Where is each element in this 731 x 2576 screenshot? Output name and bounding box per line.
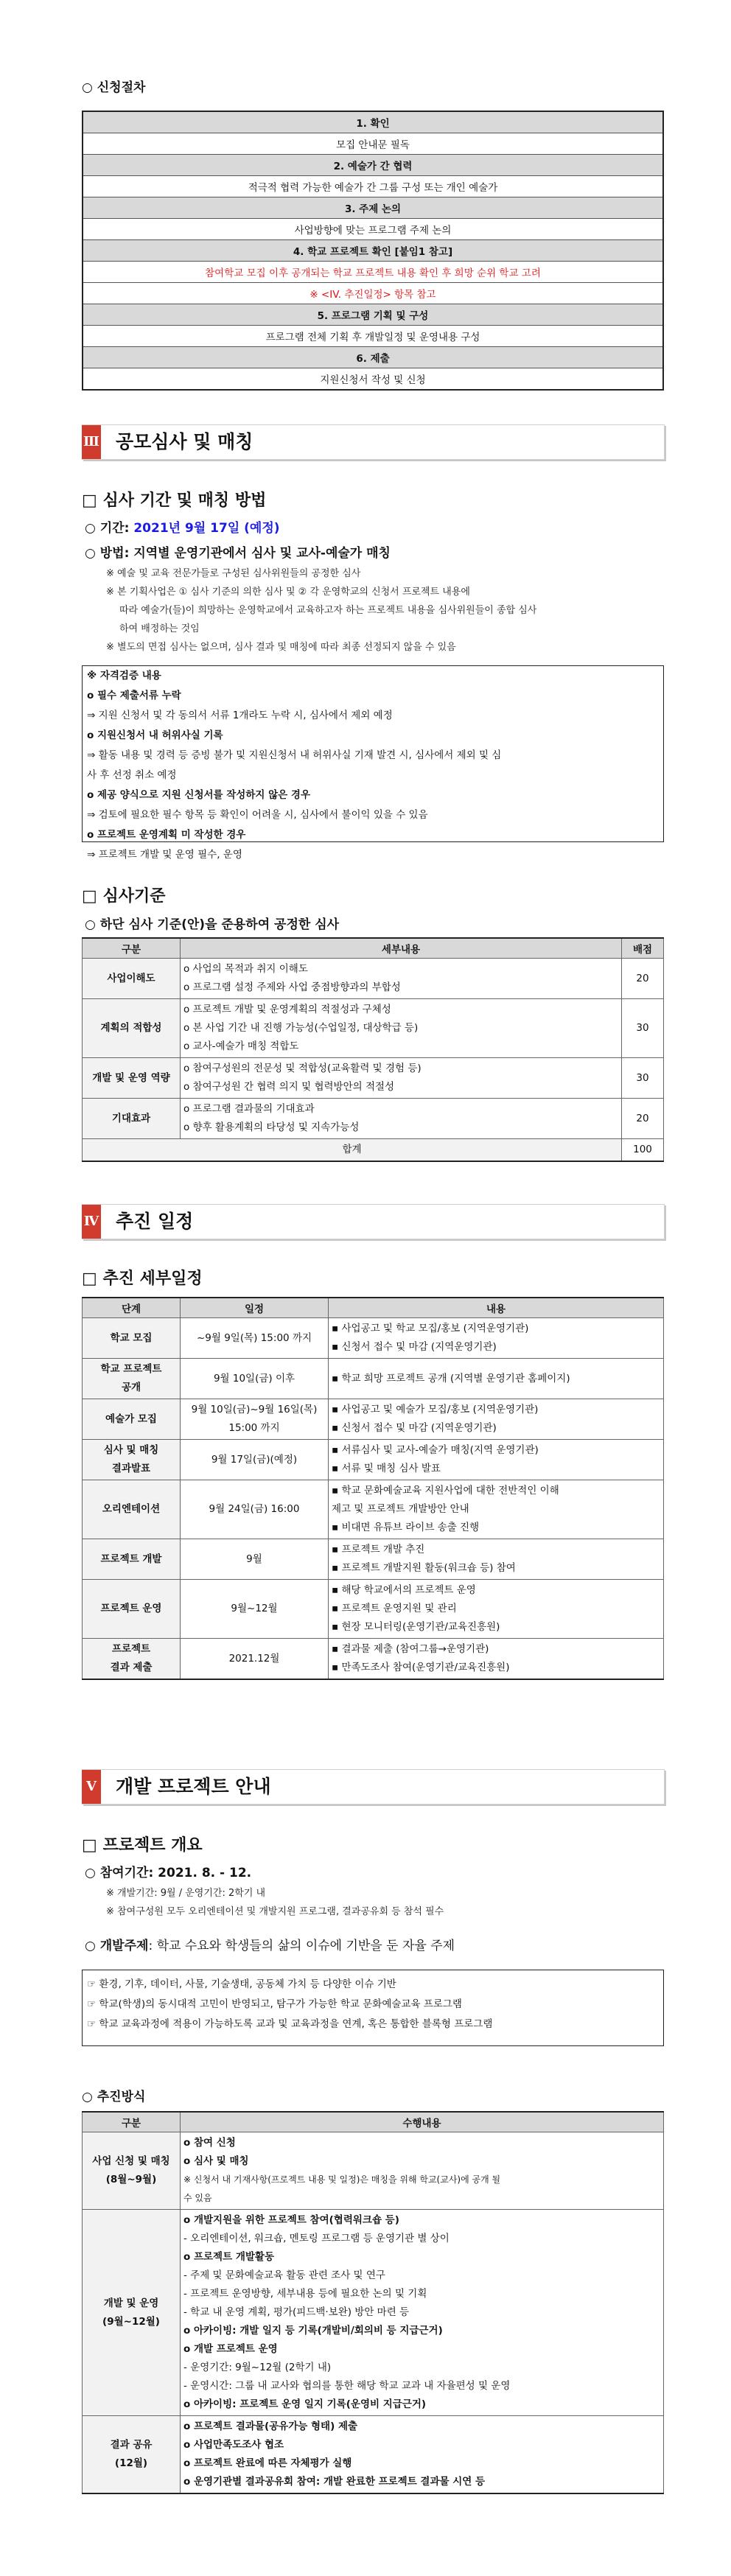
review-note: 따라 예술가(들)이 희망하는 운영학교에서 교육하고자 하는 프로젝트 내용을 심사위원들이 종합 심사: [119, 605, 537, 616]
procedure-step-title: 1. 확인: [83, 111, 663, 133]
method-heading: ○ 추진방식: [82, 2090, 146, 2104]
section-4-number: Ⅳ: [82, 1205, 101, 1239]
schedule-stage-line: 프로젝트 운영: [100, 1603, 162, 1614]
review-period: [85, 517, 280, 536]
topic-label: ○ 개발주제: [85, 1939, 149, 1953]
schedule-date: [181, 1480, 329, 1539]
section-3-title: 공모심사 및 매칭: [116, 431, 253, 452]
criteria-header-cell: 세부내용: [181, 938, 622, 959]
procedure-step-desc-row: [83, 326, 663, 347]
schedule-date-line: 9월 10일(금) 이후: [213, 1372, 295, 1385]
criteria-row: [83, 999, 664, 1058]
eligibility-line: ⇒ 프로젝트 개발 및 운영 필수, 운영: [87, 849, 242, 861]
schedule-stage-line: 학교 모집: [110, 1331, 153, 1344]
schedule-stage: [83, 1440, 181, 1480]
schedule-stage-line: 프로젝트: [111, 1643, 151, 1655]
procedure-step-title-row: [83, 347, 663, 368]
criteria-details: [181, 1099, 622, 1139]
schedule-date: [181, 1399, 329, 1440]
criteria-total-label: 합계: [83, 1139, 622, 1162]
review-period-heading: □ 심사 기간 및 매칭 방법: [82, 491, 267, 510]
schedule-table: [82, 1297, 664, 1680]
schedule-content: [329, 1318, 664, 1359]
schedule-date-line: 9월~12월: [231, 1603, 278, 1614]
criteria-total-score: 100: [622, 1139, 664, 1162]
procedure-step-desc: 지원신청서 작성 및 신청: [83, 368, 663, 391]
schedule-row: [83, 1580, 664, 1639]
procedure-table: [82, 111, 664, 391]
method-line: o 프로젝트 개발활동: [183, 2251, 275, 2263]
section-3-bar: [82, 424, 665, 460]
schedule-row: [83, 1440, 664, 1480]
criteria-score: 20: [622, 959, 664, 999]
topic-box: [82, 1970, 664, 2046]
schedule-item: 제고 및 프로젝트 개발방안 안내: [332, 1503, 469, 1515]
schedule-stage-line: 결과 제출: [110, 1662, 153, 1673]
criteria-category: 기대효과: [83, 1099, 181, 1139]
eligibility-line: ⇒ 활동 내용 및 경력 등 증빙 불가 및 지원신청서 내 허위사실 기재 발견 시, 심사에서 제외 및 심: [87, 749, 502, 761]
schedule-date-line: 15:00 까지: [228, 1422, 280, 1434]
participation-period: ○ 참여기간: 2021. 8. - 12.: [85, 1866, 252, 1880]
method-line: - 학교 내 운영 계획, 평가(피드백·보완) 방안 마련 등: [183, 2306, 410, 2318]
procedure-step-title: 6. 제출: [83, 347, 663, 368]
schedule-stage-line: 심사 및 매칭: [103, 1444, 159, 1456]
criteria-intro: ○ 하단 심사 기준(안)을 준용하여 공정한 심사: [85, 917, 340, 932]
criteria-score: 30: [622, 999, 664, 1058]
schedule-row: [83, 1399, 664, 1440]
schedule-row: [83, 1318, 664, 1359]
procedure-step-title: 4. 학교 프로젝트 확인 [붙임1 참고]: [83, 240, 663, 262]
method-category-line: 사업 신청 및 매칭: [92, 2155, 170, 2167]
method-category-line: (9월~12월): [102, 2315, 160, 2328]
schedule-content: [329, 1480, 664, 1539]
schedule-item: ▪ 프로젝트 개발지원 활동(워크숍 등) 참여: [332, 1562, 516, 1574]
procedure-step-title-row: [83, 111, 663, 133]
schedule-content: [329, 1399, 664, 1440]
procedure-step-desc: ※ <IV. 추진일정> 항목 참고: [83, 283, 663, 304]
schedule-content: [329, 1580, 664, 1639]
schedule-item: ▪ 서류심사 및 교사-예술가 매칭(지역 운영기관): [332, 1444, 539, 1456]
criteria-item: o 사업의 목적과 취지 이해도: [183, 963, 308, 975]
procedure-step-title: 5. 프로그램 기획 및 구성: [83, 304, 663, 326]
schedule-row: [83, 1359, 664, 1399]
method-line: - 운영기간: 9월~12월 (2학기 내): [183, 2362, 332, 2373]
schedule-stage: [83, 1359, 181, 1399]
method-line: 수 있음: [183, 2193, 212, 2203]
procedure-step-title: 2. 예술가 간 협력: [83, 155, 663, 176]
procedure-step-desc-row: [83, 133, 663, 155]
procedure-step-desc-row: [83, 283, 663, 304]
method-row: [83, 2210, 664, 2416]
criteria-row: [83, 959, 664, 999]
schedule-date-line: 2021.12월: [228, 1652, 280, 1665]
method-content: [181, 2416, 664, 2494]
schedule-item: ▪ 서류 및 매칭 심사 발표: [332, 1463, 441, 1474]
criteria-category: 계획의 적합성: [83, 999, 181, 1058]
method-line: o 아카이빙: 프로젝트 운영 일지 기록(운영비 지급근거): [183, 2398, 427, 2410]
criteria-item: o 본 사업 기간 내 진행 가능성(수업일정, 대상학급 등): [183, 1022, 419, 1034]
schedule-date-line: ~9월 9일(목) 15:00 까지: [196, 1331, 312, 1344]
schedule-item: ▪ 현장 모니터링(운영기관/교육진흥원): [332, 1621, 500, 1633]
schedule-header-cell: 내용: [329, 1298, 664, 1318]
review-notes: [106, 564, 664, 657]
method-category-line: 개발 및 운영: [103, 2297, 159, 2309]
criteria-header-row: [83, 938, 664, 959]
review-note: ※ 예술 및 교육 전문가들로 구성된 심사위원들의 공정한 심사: [106, 568, 361, 579]
method-header-row: [83, 2112, 664, 2132]
eligibility-line: 사 후 선정 취소 예정: [87, 769, 177, 781]
schedule-row: [83, 1639, 664, 1680]
schedule-header-row: [83, 1298, 664, 1318]
method-line: o 사업만족도조사 협조: [183, 2439, 284, 2451]
method-line: o 프로젝트 완료에 따른 자체평가 실행: [183, 2457, 352, 2469]
eligibility-line: ⇒ 지원 신청서 및 각 동의서 서류 1개라도 누락 시, 심사에서 제외 예정: [87, 710, 393, 721]
method-header-cell: 구분: [83, 2112, 181, 2132]
schedule-stage-line: 프로젝트 개발: [100, 1553, 162, 1565]
schedule-date-line: 9월: [246, 1553, 262, 1565]
schedule-stage: [83, 1399, 181, 1440]
method-category: [83, 2416, 181, 2494]
schedule-item: ▪ 결과물 제출 (참여그룹→운영기관): [332, 1643, 489, 1655]
schedule-stage-line: 공개: [121, 1382, 141, 1393]
schedule-stage: [83, 1580, 181, 1639]
method-line: o 프로젝트 결과물(공유가능 형태) 제출: [183, 2421, 358, 2432]
schedule-item: ▪ 비대면 유튜브 라이브 송출 진행: [332, 1522, 480, 1533]
topic-line: [85, 1935, 455, 1953]
method-category-line: 결과 공유: [110, 2439, 153, 2451]
procedure-step-desc: 사업방향에 맞는 프로그램 주제 논의: [83, 219, 663, 240]
project-note: ※ 참여구성원 모두 오리엔테이션 및 개발지원 프로그램, 결과공유회 등 참석 필수: [106, 1906, 444, 1917]
criteria-row: [83, 1058, 664, 1099]
review-note: 하여 배정하는 것임: [119, 623, 200, 634]
section-4-bar: [82, 1204, 665, 1239]
schedule-item: ▪ 학교 희망 프로젝트 공개 (지역별 운영기관 홈페이지): [332, 1372, 570, 1385]
criteria-details: [181, 999, 622, 1058]
criteria-total-row: [83, 1139, 664, 1162]
procedure-step-title-row: [83, 304, 663, 326]
schedule-stage-line: 결과발표: [111, 1463, 151, 1474]
procedure-heading: ○ 신청절차: [82, 80, 146, 95]
eligibility-line: o 제공 양식으로 지원 신청서를 작성하지 않은 경우: [87, 789, 310, 801]
method-category-line: (8월~9월): [105, 2174, 157, 2185]
procedure-step-desc-row: [83, 368, 663, 391]
schedule-content: [329, 1440, 664, 1480]
method-line: o 참여 신청: [183, 2137, 236, 2149]
method-line: o 운영기관별 결과공유회 참여: 개발 완료한 프로젝트 결과물 시연 등: [183, 2476, 486, 2488]
schedule-stage: [83, 1318, 181, 1359]
criteria-details: [181, 959, 622, 999]
section-5-number: Ⅴ: [82, 1770, 101, 1804]
section-5-title: 개발 프로젝트 안내: [116, 1776, 271, 1797]
project-notes: [106, 1884, 664, 1921]
schedule-stage-line: 예술가 모집: [105, 1413, 157, 1425]
schedule-date: [181, 1539, 329, 1580]
schedule-date: [181, 1580, 329, 1639]
method-line: - 오리엔테이션, 워크숍, 멘토링 프로그램 등 운영기관 별 상이: [183, 2233, 450, 2244]
schedule-row: [83, 1539, 664, 1580]
method-line: - 프로젝트 운영방향, 세부내용 등에 필요한 논의 및 기획: [183, 2288, 427, 2300]
procedure-step-title-row: [83, 155, 663, 176]
criteria-score: 30: [622, 1058, 664, 1099]
criteria-category: 개발 및 운영 역량: [83, 1058, 181, 1099]
period-value: 2021년 9월 17일 (예정): [133, 521, 280, 536]
review-method: ○ 방법: 지역별 운영기관에서 심사 및 교사-예술가 매칭: [85, 546, 391, 561]
schedule-date: [181, 1639, 329, 1680]
period-label: ○ 기간:: [85, 521, 134, 536]
method-content: [181, 2132, 664, 2210]
criteria-item: o 참여구성원의 전문성 및 적합성(교육활력 및 경험 등): [183, 1063, 422, 1074]
procedure-step-desc: 참여학교 모집 이후 공개되는 학교 프로젝트 내용 확인 후 희망 순위 학교 고려: [83, 262, 663, 283]
criteria-item: o 참여구성원 간 협력 의지 및 협력방안의 적절성: [183, 1081, 395, 1093]
criteria-header-cell: 배점: [622, 938, 664, 959]
method-category: [83, 2132, 181, 2210]
procedure-step-title-row: [83, 240, 663, 262]
method-line: - 주제 및 문화예술교육 활동 관련 조사 및 연구: [183, 2269, 385, 2281]
schedule-stage-line: 학교 프로젝트: [100, 1363, 162, 1375]
topic-item: ☞ 학교(학생)의 동시대적 고민이 반영되고, 탐구가 가능한 학교 문화예술교육 프로그램: [87, 1998, 462, 2010]
method-line: o 아카이빙: 개발 일지 등 기록(개발비/회의비 등 지급근거): [183, 2325, 443, 2337]
criteria-item: o 향후 활용계획의 타당성 및 지속가능성: [183, 1121, 360, 1133]
method-row: [83, 2132, 664, 2210]
schedule-item: ▪ 프로젝트 개발 추진: [332, 1544, 425, 1555]
eligibility-box: [82, 665, 664, 861]
schedule-item: ▪ 프로젝트 운영지원 및 관리: [332, 1603, 457, 1614]
schedule-item: ▪ 해당 학교에서의 프로젝트 운영: [332, 1584, 476, 1596]
schedule-row: [83, 1480, 664, 1539]
method-content: [181, 2210, 664, 2416]
procedure-step-desc-row: [83, 262, 663, 283]
eligibility-line: o 지원신청서 내 허위사실 기록: [87, 729, 223, 741]
procedure-step-desc: 모집 안내문 필독: [83, 133, 663, 155]
schedule-date: [181, 1318, 329, 1359]
review-note: ※ 별도의 면접 심사는 없으며, 심사 결과 및 매칭에 따라 최종 선정되지 않을 수 있음: [106, 642, 456, 653]
topic-text: : 학교 수요와 학생들의 삶의 이슈에 기반을 둔 자율 주제: [148, 1939, 455, 1953]
schedule-date: [181, 1440, 329, 1480]
procedure-step-desc-row: [83, 219, 663, 240]
schedule-header-cell: 일정: [181, 1298, 329, 1318]
schedule-item: ▪ 사업공고 및 예술가 모집/홍보 (지역운영기관): [332, 1404, 539, 1415]
section-3-number: Ⅲ: [82, 425, 101, 459]
criteria-score: 20: [622, 1099, 664, 1139]
schedule-stage-line: 오리엔테이션: [102, 1503, 161, 1515]
schedule-date-line: 9월 24일(금) 16:00: [209, 1503, 300, 1515]
schedule-stage: [83, 1539, 181, 1580]
eligibility-line: ⇒ 검토에 필요한 필수 항목 등 확인이 어려울 시, 심사에서 불이익 있을 수 있음: [87, 809, 428, 821]
criteria-row: [83, 1099, 664, 1139]
criteria-category: 사업이해도: [83, 959, 181, 999]
schedule-date-line: 9월 10일(금)~9월 16일(목): [191, 1404, 318, 1415]
criteria-heading: □ 심사기준: [82, 887, 166, 906]
section-4-title: 추진 일정: [116, 1211, 194, 1232]
topic-item: ☞ 학교 교육과정에 적용이 가능하도록 교과 및 교육과정을 연계, 혹은 통합한 블록형 프로그램: [87, 2018, 493, 2030]
procedure-step-title: 3. 주제 논의: [83, 197, 663, 219]
schedule-content: [329, 1359, 664, 1399]
schedule-stage: [83, 1639, 181, 1680]
criteria-table: [82, 937, 664, 1162]
criteria-item: o 프로젝트 개발 및 운영계획의 적절성과 구체성: [183, 1004, 391, 1015]
method-category-line: (12월): [114, 2457, 148, 2469]
schedule-item: ▪ 학교 문화예술교육 지원사업에 대한 전반적인 이해: [332, 1485, 559, 1497]
schedule-item: ▪ 신청서 접수 및 마감 (지역운영기관): [332, 1341, 497, 1353]
criteria-details: [181, 1058, 622, 1099]
project-overview-heading: □ 프로젝트 개요: [82, 1836, 203, 1855]
method-table: [82, 2111, 664, 2494]
schedule-date: [181, 1359, 329, 1399]
procedure-step-desc-row: [83, 176, 663, 197]
section-5-bar: [82, 1769, 665, 1805]
schedule-date-line: 9월 17일(금)(예정): [211, 1453, 298, 1466]
schedule-content: [329, 1639, 664, 1680]
procedure-step-desc: 적극적 협력 가능한 예술가 간 그룹 구성 또는 개인 예술가: [83, 176, 663, 197]
procedure-step-title-row: [83, 197, 663, 219]
eligibility-line: o 필수 제출서류 누락: [87, 690, 181, 701]
eligibility-line: ※ 자격검증 내용: [87, 670, 161, 682]
eligibility-line: o 프로젝트 운영계획 미 작성한 경우: [87, 829, 246, 841]
criteria-item: o 프로그램 설정 주제와 사업 중점방향과의 부합성: [183, 981, 401, 993]
method-category: [83, 2210, 181, 2416]
schedule-stage: [83, 1480, 181, 1539]
method-line: ※ 신청서 내 기재사항(프로젝트 내용 및 일정)은 매칭을 위해 학교(교사)에 공개 될: [183, 2174, 501, 2185]
criteria-header-cell: 구분: [83, 938, 181, 959]
topic-item: ☞ 환경, 기후, 데이터, 사물, 기술생태, 공동체 가치 등 다양한 이슈 기반: [87, 1978, 396, 1990]
schedule-item: ▪ 만족도조사 참여(운영기관/교육진흥원): [332, 1662, 510, 1673]
method-line: o 심사 및 매칭: [183, 2155, 249, 2167]
criteria-item: o 교사-예술가 매칭 적합도: [183, 1040, 299, 1052]
method-line: - 운영시간: 그룹 내 교사와 협의를 통한 해당 학교 교과 내 자율편성 및 운영: [183, 2380, 511, 2392]
procedure-step-desc: 프로그램 전체 기획 후 개발일정 및 운영내용 구성: [83, 326, 663, 347]
review-note: ※ 본 기획사업은 ① 심사 기준의 의한 심사 및 ② 각 운영학교의 신청서 프로젝트 내용에: [106, 587, 470, 598]
method-line: o 개발 프로젝트 운영: [183, 2343, 278, 2355]
criteria-item: o 프로그램 결과물의 기대효과: [183, 1103, 315, 1115]
schedule-content: [329, 1539, 664, 1580]
method-row: [83, 2416, 664, 2494]
project-note: ※ 개발기간: 9월 / 운영기간: 2학기 내: [106, 1888, 266, 1899]
schedule-header-cell: 단계: [83, 1298, 181, 1318]
schedule-item: ▪ 신청서 접수 및 마감 (지역운영기관): [332, 1422, 497, 1434]
method-line: o 개발지원을 위한 프로젝트 참여(협력워크숍 등): [183, 2214, 399, 2226]
schedule-heading: □ 추진 세부일정: [82, 1270, 203, 1288]
schedule-item: ▪ 사업공고 및 학교 모집/홍보 (지역운영기관): [332, 1323, 529, 1334]
method-header-cell: 수행내용: [181, 2112, 664, 2132]
